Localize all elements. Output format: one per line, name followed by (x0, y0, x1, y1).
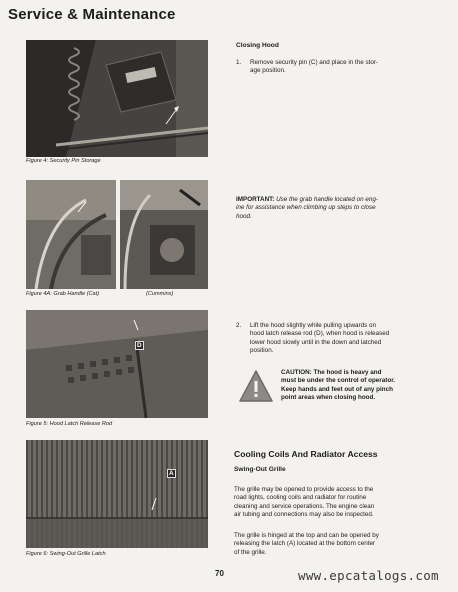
figure-4a-caption: Figure 4A: Grab Handle (Cat) (26, 291, 100, 297)
watermark-link[interactable]: www.epcatalogs.com (298, 568, 439, 583)
figure-6-photo (26, 440, 208, 548)
warning-icon (238, 369, 274, 403)
figure-5-caption: Figure 5: Hood Latch Release Rod (26, 421, 113, 427)
swing-out-grille-heading: Swing-Out Grille (234, 466, 286, 473)
page-title: Service & Maintenance (8, 6, 176, 23)
caution-line-2: must be under the control of operator. (281, 377, 396, 385)
step-1-line-1: 1. Remove security pin (C) and place in the stor- (236, 59, 379, 66)
step-2-line-1: 2. Lift the hood slightly while pulling upwards on (236, 322, 377, 329)
step-1 (236, 59, 436, 76)
important-line-3: hood. (236, 212, 252, 220)
figure-4-image (26, 40, 208, 157)
para2-line-1: The grille is hinged at the top and can be opened by (234, 532, 379, 539)
para1-line-2: road lights, cooling coils and radiator for routine (234, 494, 367, 502)
figure-4a-photo-cummins (120, 180, 208, 289)
para1-line-1: The grille may be opened to provide access to the (234, 486, 374, 493)
figure-4-caption: Figure 4: Security Pin Storage (26, 158, 101, 164)
cooling-heading: Cooling Coils And Radiator Access (234, 449, 378, 459)
step-2 (236, 322, 441, 355)
figure-6-image (26, 440, 208, 548)
important-note (236, 196, 436, 221)
important-label: IMPORTANT: (236, 196, 275, 203)
figure-6-caption: Figure 6: Swing-Out Grille Latch (26, 551, 106, 557)
page-number: 70 (215, 569, 224, 578)
important-line-1: IMPORTANT: Use the grab handle located on eng- (236, 196, 378, 203)
cooling-paragraph-1 (234, 486, 444, 519)
para1-line-3: cleaning and service operations. The engine clean (234, 502, 375, 510)
figure-4a-cummins-image (120, 180, 208, 289)
figure-4a-cat-image (26, 180, 116, 289)
important-line-2: ine for assistance when climbing up steps to close (236, 204, 376, 212)
caution-line-3: Keep hands and feet out of any pinch (281, 385, 393, 393)
closing-hood-heading: Closing Hood (236, 42, 279, 49)
figure-6-marker: A (169, 470, 174, 477)
step-2-line-4: position. (250, 346, 274, 354)
step-2-number: 2. (236, 322, 242, 329)
figure-4-photo (26, 40, 208, 157)
step-2-line-2: hood latch release rod (D), when hood is released (250, 330, 390, 338)
caution-text (281, 369, 446, 402)
figure-4a-caption-right: (Cummins) (146, 291, 174, 297)
caution-line-1: CAUTION: The hood is heavy and (281, 369, 382, 376)
step-1-number: 1. (236, 59, 242, 66)
cooling-paragraph-2 (234, 532, 444, 557)
para1-line-4: air tubing and connections may also be inspected. (234, 510, 374, 518)
figure-5-image (26, 310, 208, 418)
para2-line-3: of the grille. (234, 548, 267, 556)
figure-5-marker: D (137, 342, 142, 349)
step-2-line-3: lower hood slowly until in the down and latched (250, 338, 382, 346)
figure-5-photo (26, 310, 208, 418)
step-1-line-2: age position. (250, 67, 286, 75)
figure-4a-photo-cat (26, 180, 116, 289)
para2-line-2: releasing the latch (A) located at the bottom center (234, 540, 376, 548)
caution-line-4: point areas when closing hood. (281, 393, 376, 401)
